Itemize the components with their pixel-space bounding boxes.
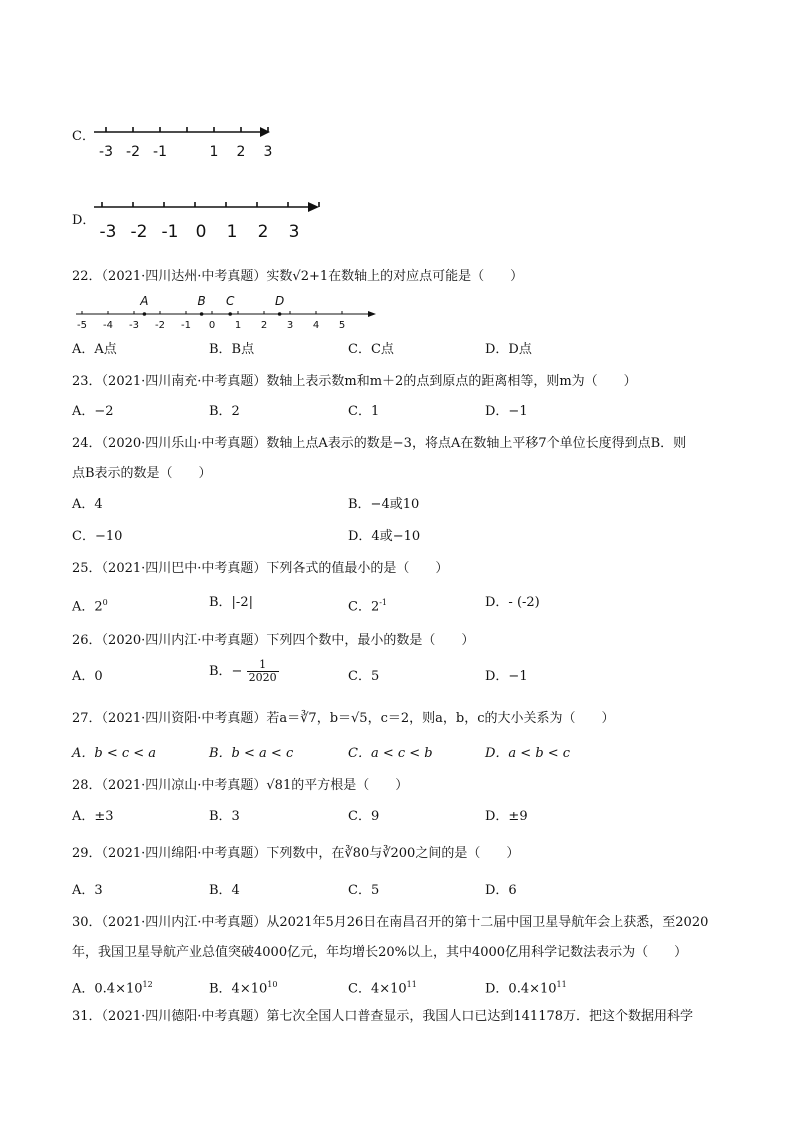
q27-option-c[interactable]: C．a < c < b bbox=[348, 746, 433, 761]
q27-option-a[interactable]: A．b < c < a bbox=[72, 746, 157, 761]
q22-tick-label: 2 bbox=[260, 320, 268, 331]
q22-tick-label: 0 bbox=[208, 320, 216, 331]
q21-c-tick-label: -3 bbox=[99, 144, 113, 160]
q22-tick-label: -3 bbox=[129, 320, 139, 331]
q25-option-a[interactable]: A．$2^0$ bbox=[72, 598, 108, 615]
q25-option-d[interactable]: D．- (-2) bbox=[485, 595, 540, 610]
q21-option-d-number-line bbox=[90, 196, 330, 244]
q23-option-d[interactable]: D．−1 bbox=[485, 404, 528, 419]
q24-stem-line1: 24．（2020·四川乐山·中考真题）数轴上点A表示的数是−3，将点A在数轴上平移7个单位长度得到点B．则 bbox=[72, 436, 687, 451]
q26-option-b[interactable]: B．− $\frac{1}{2020}$ bbox=[209, 658, 277, 684]
q24-option-b[interactable]: B．−4或10 bbox=[348, 497, 420, 512]
q21-d-tick-label: -1 bbox=[161, 222, 179, 242]
q21-option-c-label: C． bbox=[72, 129, 95, 144]
q22-option-b[interactable]: B．B点 bbox=[209, 342, 255, 357]
q22-tick-label: -4 bbox=[103, 320, 113, 331]
q26-option-c[interactable]: C．5 bbox=[348, 669, 380, 684]
q22-option-c[interactable]: C．C点 bbox=[348, 342, 394, 357]
q21-d-tick-label: 3 bbox=[288, 222, 300, 242]
q21-d-tick-label: 0 bbox=[195, 222, 207, 242]
q21-c-tick-label: -1 bbox=[153, 144, 167, 160]
q24-option-a[interactable]: A．4 bbox=[72, 497, 103, 512]
q25-stem: 25．（2021·四川巴中·中考真题）下列各式的值最小的是（ ） bbox=[72, 561, 449, 576]
q22-tick-label: 4 bbox=[312, 320, 320, 331]
q31-stem: 31．（2021·四川德阳·中考真题）第七次全国人口普查显示，我国人口已达到141178万．把这个数据用科学 bbox=[72, 1009, 694, 1024]
q22-stem: 22．（2021·四川达州·中考真题）实数√2+1在数轴上的对应点可能是（ ） bbox=[72, 269, 524, 284]
q29-option-c[interactable]: C．5 bbox=[348, 883, 380, 898]
q22-tick-label: 3 bbox=[286, 320, 294, 331]
q27-stem: 27．（2021·四川资阳·中考真题）若a＝∛7，b＝√5，c＝2，则a，b，c的大小关系为（ ） bbox=[72, 711, 615, 726]
q23-stem: 23．（2021·四川南充·中考真题）数轴上表示数m和m＋2的点到原点的距离相等，则m为（ ） bbox=[72, 374, 637, 389]
q23-option-a[interactable]: A．−2 bbox=[72, 404, 114, 419]
q22-expression: √2+1 bbox=[292, 269, 329, 284]
q28-stem: 28．（2021·四川凉山·中考真题）√81的平方根是（ ） bbox=[72, 778, 409, 793]
q22-tick-label: 5 bbox=[338, 320, 346, 331]
q22-tick-label: -1 bbox=[181, 320, 191, 331]
q21-c-tick-label: 3 bbox=[263, 144, 273, 160]
q24-stem-line2: 点B表示的数是（ ） bbox=[72, 466, 212, 481]
q21-option-c-number-line bbox=[90, 120, 280, 162]
q23-option-b[interactable]: B．2 bbox=[209, 404, 240, 419]
q28-option-c[interactable]: C．9 bbox=[348, 809, 380, 824]
q21-d-tick-label: -2 bbox=[130, 222, 148, 242]
q22-point-label: C bbox=[226, 294, 235, 308]
q27-option-b[interactable]: B．b < a < c bbox=[209, 746, 294, 761]
q22-tick-label: 1 bbox=[234, 320, 242, 331]
q21-d-tick-label: 2 bbox=[257, 222, 269, 242]
q22-point-label: A bbox=[140, 294, 149, 308]
q21-option-d-label: D． bbox=[72, 213, 96, 228]
q26-option-a[interactable]: A．0 bbox=[72, 669, 103, 684]
q30-option-b[interactable]: B．$4\times 10^{10}$ bbox=[209, 980, 278, 997]
q25-option-c[interactable]: C．$2^{-1}$ bbox=[348, 598, 388, 615]
q22-number-line bbox=[72, 290, 392, 332]
q30-stem-line2: 年，我国卫星导航产业总值突破4000亿元，年均增长20%以上，其中4000亿用科学记数法表示为（ ） bbox=[72, 945, 688, 960]
q21-c-tick-label: 1 bbox=[209, 144, 219, 160]
q21-d-tick-label: 1 bbox=[226, 222, 238, 242]
q26-option-d[interactable]: D．−1 bbox=[485, 669, 528, 684]
q21-d-tick-label: -3 bbox=[99, 222, 117, 242]
q22-point-d bbox=[278, 312, 282, 316]
q22-point-label: D bbox=[274, 294, 285, 308]
q30-option-d[interactable]: D．$0.4\times 10^{11}$ bbox=[485, 980, 567, 997]
q30-option-a[interactable]: A．$0.4\times 10^{12}$ bbox=[72, 980, 153, 997]
q30-stem-line1: 30．（2021·四川内江·中考真题）从2021年5月26日在南昌召开的第十二届中国卫星导航年会上获悉，至2020 bbox=[72, 915, 709, 930]
q22-tick-label: -5 bbox=[77, 320, 87, 331]
q22-point-c bbox=[228, 312, 232, 316]
q28-option-b[interactable]: B．3 bbox=[209, 809, 240, 824]
q21-c-tick-label: 2 bbox=[236, 144, 246, 160]
q30-option-c[interactable]: C．$4\times 10^{11}$ bbox=[348, 980, 417, 997]
q22-point-b bbox=[200, 312, 204, 316]
q29-option-a[interactable]: A．3 bbox=[72, 883, 103, 898]
q29-stem: 29．（2021·四川绵阳·中考真题）下列数中，在∛80与∛200之间的是（ ） bbox=[72, 846, 520, 861]
q24-option-d[interactable]: D．4或−10 bbox=[348, 529, 421, 544]
q24-option-c[interactable]: C．−10 bbox=[72, 529, 123, 544]
q26-stem: 26．（2020·四川内江·中考真题）下列四个数中，最小的数是（ ） bbox=[72, 633, 475, 648]
q21-c-tick-label: -2 bbox=[126, 144, 140, 160]
q22-point-a bbox=[143, 312, 147, 316]
q22-point-label: B bbox=[197, 294, 206, 308]
q25-option-b[interactable]: B．|-2| bbox=[209, 595, 253, 610]
q22-option-d[interactable]: D．D点 bbox=[485, 342, 532, 357]
q22-option-a[interactable]: A．A点 bbox=[72, 342, 117, 357]
q22-tick-label: -2 bbox=[155, 320, 165, 331]
q28-option-a[interactable]: A．±3 bbox=[72, 809, 114, 824]
q29-option-b[interactable]: B．4 bbox=[209, 883, 240, 898]
q27-option-d[interactable]: D．a < b < c bbox=[485, 746, 571, 761]
q26-fraction: $\frac{1}{2020}$ bbox=[248, 658, 277, 684]
q23-option-c[interactable]: C．1 bbox=[348, 404, 380, 419]
q28-option-d[interactable]: D．±9 bbox=[485, 809, 528, 824]
q29-option-d[interactable]: D．6 bbox=[485, 883, 517, 898]
